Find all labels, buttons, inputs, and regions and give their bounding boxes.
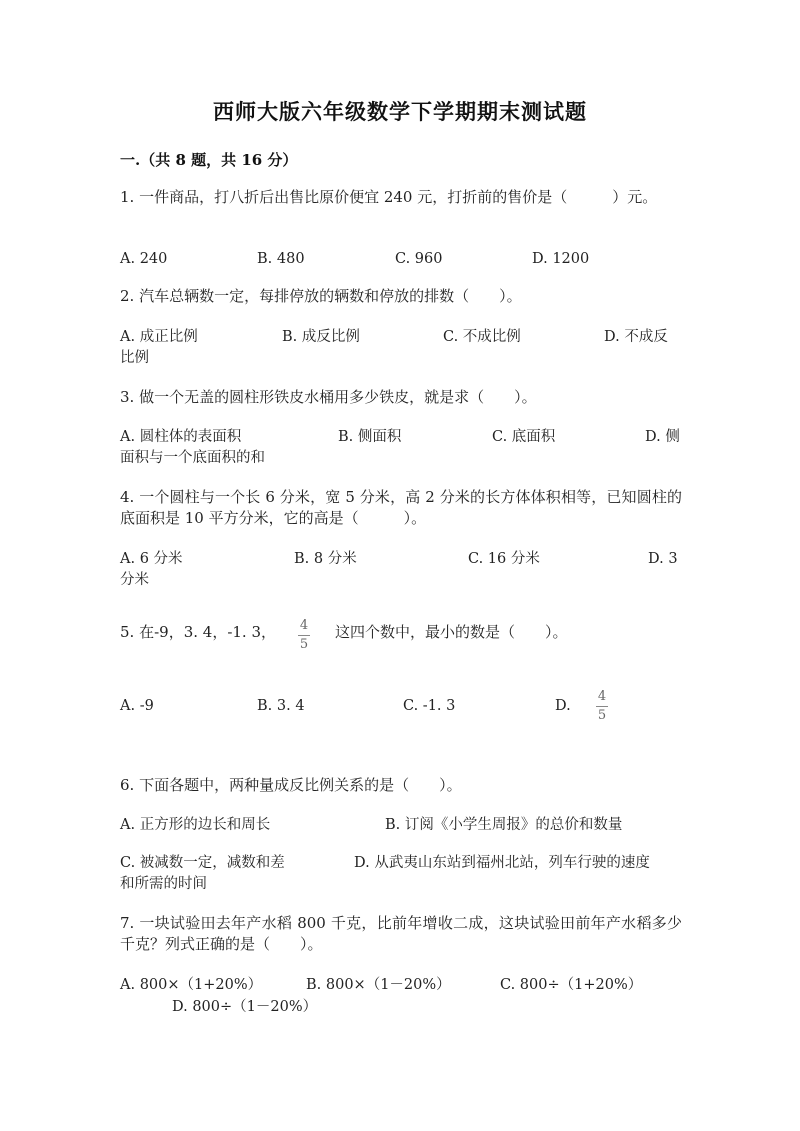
q2-option-a[interactable]: A. 成正比例: [120, 329, 198, 345]
q1-option-a[interactable]: A. 240: [120, 251, 168, 267]
question-1: 1. 一件商品，打八折后出售比原价便宜 240 元，打折前的售价是（ ）元。: [120, 188, 658, 206]
question-5-part-b: 这四个数中，最小的数是（ ）。: [335, 623, 568, 641]
q3-option-b[interactable]: B. 侧面积: [338, 429, 402, 445]
q3-option-d-wrap: 面积与一个底面积的和: [120, 450, 265, 466]
question-2: 2. 汽车总辆数一定，每排停放的辆数和停放的排数（ ）。: [120, 287, 522, 305]
q2-option-c[interactable]: C. 不成比例: [443, 329, 521, 345]
q6-option-d[interactable]: D. 从武夷山东站到福州北站，列车行驶的速度: [354, 855, 650, 871]
q5-option-a[interactable]: A. -9: [120, 698, 154, 714]
q2-option-d[interactable]: D. 不成反: [604, 329, 668, 345]
q6-option-a[interactable]: A. 正方形的边长和周长: [120, 817, 271, 833]
question-3: 3. 做一个无盖的圆柱形铁皮水桶用多少铁皮，就是求（ ）。: [120, 388, 537, 406]
q4-option-d[interactable]: D. 3: [648, 551, 678, 567]
q6-option-b[interactable]: B. 订阅《小学生周报》的总价和数量: [385, 817, 623, 833]
fraction-four-fifths: [297, 619, 311, 652]
page-title: 西师大版六年级数学下学期期末测试题: [213, 99, 587, 124]
q5-option-b[interactable]: B. 3. 4: [257, 698, 305, 714]
q6-option-c[interactable]: C. 被减数一定，减数和差: [120, 855, 285, 871]
q7-option-d[interactable]: D. 800÷（1－20%）: [172, 999, 318, 1015]
q3-option-c[interactable]: C. 底面积: [492, 429, 556, 445]
q2-option-d-wrap: 比例: [120, 350, 149, 366]
question-6: 6. 下面各题中，两种量成反比例关系的是（ ）。: [120, 776, 462, 794]
fraction-numerator: 4: [299, 618, 309, 633]
q4-option-c[interactable]: C. 16 分米: [468, 551, 540, 567]
q5-option-c[interactable]: C. -1. 3: [403, 698, 456, 714]
fraction-denominator: 5: [299, 637, 309, 652]
q4-option-a[interactable]: A. 6 分米: [120, 551, 183, 567]
q3-option-d[interactable]: D. 侧: [645, 429, 680, 445]
q1-option-d[interactable]: D. 1200: [532, 251, 590, 267]
q2-option-b[interactable]: B. 成反比例: [282, 329, 360, 345]
q7-option-a[interactable]: A. 800×（1+20%）: [120, 977, 263, 993]
q7-option-c[interactable]: C. 800÷（1+20%）: [500, 977, 643, 993]
fraction-bar: [596, 706, 608, 707]
q1-option-b[interactable]: B. 480: [257, 251, 305, 267]
q4-option-d-wrap: 分米: [120, 572, 149, 588]
question-4: 4. 一个圆柱与一个长 6 分米，宽 5 分米，高 2 分米的长方体体积相等，已知圆柱的底面积是 10 平方分米，它的高是（ ）。: [120, 488, 682, 527]
q7-option-b[interactable]: B. 800×（1－20%）: [306, 977, 451, 993]
q4-option-b[interactable]: B. 8 分米: [294, 551, 357, 567]
q5-option-d[interactable]: D.: [555, 698, 571, 714]
fraction-denominator: 5: [597, 708, 607, 723]
section-heading: 一.（共 8 题，共 16 分）: [120, 151, 298, 169]
q5-option-d-fraction: [595, 690, 609, 723]
q3-option-a[interactable]: A. 圆柱体的表面积: [120, 429, 242, 445]
fraction-bar: [298, 635, 310, 636]
q6-option-d-wrap: 和所需的时间: [120, 876, 207, 892]
question-5-part-a: 5. 在-9，3. 4，-1. 3，: [120, 623, 277, 641]
q1-option-c[interactable]: C. 960: [395, 251, 443, 267]
question-7: 7. 一块试验田去年产水稻 800 千克，比前年增收二成，这块试验田前年产水稻多少千克？列式正确的是（ ）。: [120, 914, 682, 953]
fraction-numerator: 4: [597, 689, 607, 704]
